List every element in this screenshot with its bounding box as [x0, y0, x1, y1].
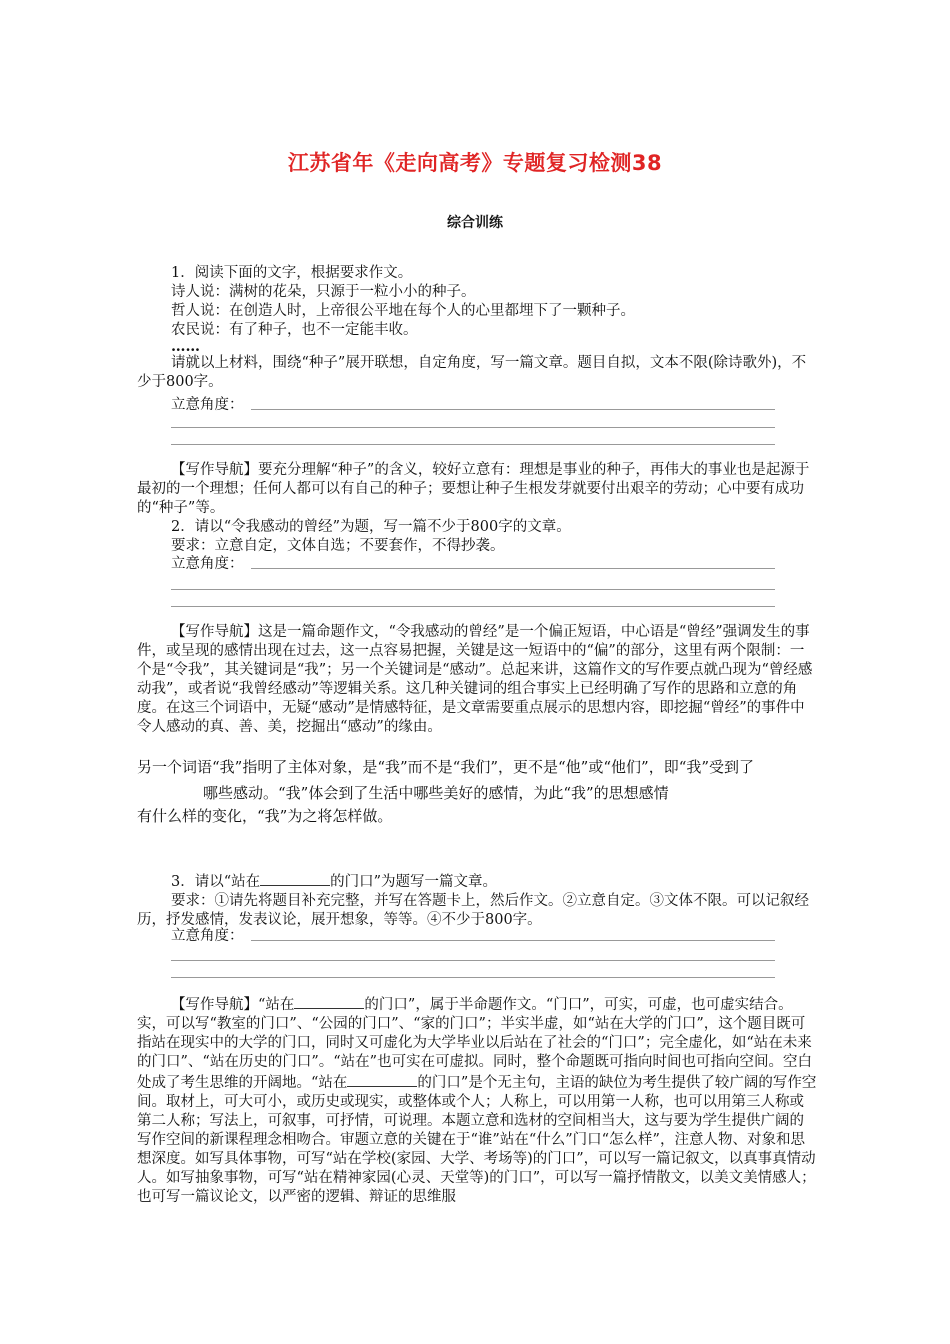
q1-guide: 【写作导航】要充分理解“种子”的含义，较好立意有：理想是事业的种子，再伟大的事业也是起源于最初的一个理想；任何人都可以有自己的种子；要想让种子生根发芽就要付出艰辛的劳动；心中要有成功的“种子”等。 [137, 462, 810, 516]
q2-extra-3: 有什么样的变化，“我”为之将怎样做。 [137, 807, 393, 825]
answer-line [251, 568, 775, 569]
q2-angle-label: 立意角度： [171, 556, 244, 572]
page-title: 江苏省年《走向高考》专题复习检测38 [287, 151, 663, 175]
q2-requirement: 要求：立意自定，文体自选；不要套作，不得抄袭。 [171, 538, 505, 554]
answer-line [171, 606, 775, 607]
q1-line-4: …… [171, 338, 200, 355]
q3-angle-row [171, 928, 775, 944]
answer-line [251, 940, 775, 941]
q3-stem-a: 3．请以“站在 [171, 874, 261, 890]
q2-angle-row [171, 556, 775, 572]
question-3 [137, 871, 817, 930]
q3-stem-b: 的门口”为题写一篇文章。 [330, 874, 498, 890]
q1-stem: 1．阅读下面的文字，根据要求作文。 [171, 265, 413, 281]
q1-requirement: 请就以上材料，围绕“种子”展开联想，自定角度，写一篇文章。题目自拟，文本不限(除诗歌外)，不少于800字。 [137, 355, 807, 390]
q2-extra-1: 另一个词语“我”指明了主体对象，是“我”而不是“我们”，更不是“他”或“他们”，即“我”受到了 [137, 758, 755, 776]
title-blank [294, 994, 364, 1009]
answer-line [171, 444, 775, 445]
question-2 [137, 518, 817, 556]
q1-angle-row [171, 397, 775, 413]
answer-line [171, 960, 775, 961]
q2-extra-2: 哪些感动。“我”体会到了生活中哪些美好的感情，为此“我”的思想感情 [203, 784, 669, 802]
q3-guide-block [137, 994, 817, 1207]
question-1 [137, 264, 817, 392]
q3-requirement: 要求：①请先将题目补充完整，并写在答题卡上，然后作文。②立意自定。③文体不限。可以记叙经历，抒发感情，发表议论，展开想象，等等。④不少于800字。 [137, 893, 809, 928]
q3-stem [137, 871, 817, 892]
q3-guide-a: 【写作导航】“站在 [171, 997, 295, 1013]
q1-angle-label: 立意角度： [171, 397, 244, 413]
q3-guide [137, 994, 817, 1207]
answer-line [251, 409, 775, 410]
q2-guide-block [137, 623, 817, 737]
answer-line [171, 427, 775, 428]
answer-line [171, 589, 775, 590]
q3-guide-c: 的门口”是个无主句，主语的缺位为考生提供了较广阔的写作空间。取材上，可大可小，或历史或现实，或整体或个人；人称上，可以用第一人称，也可以用第三人称或第二人称；写法上，可叙事，可抒情，可说理。本题立意和选材的空间相当大，这与要为学生提供广阔的写作空间的新课程理念相吻合。审题立意的关键在于“谁”站在“什么”门口“怎么样”，注意人物、对象和思想深度。如写具体事物，可写“站在学校(家园、大学、考场等)的门口”，可以写一篇记叙文，以真事真情动人。如写抽象事物，可写“站在精神家园(心灵、天堂等)的门口”，可以写一篇抒情散文，以美文美情感人；也可写一篇议论文，以严密的逻辑、辩证的思维服 [137, 1075, 817, 1205]
q1-line-3: 农民说：有了种子，也不一定能丰收。 [171, 322, 418, 338]
title-blank [260, 871, 330, 886]
q1-line-2: 哲人说：在创造人时，上帝很公平地在每个人的心里都埋下了一颗种子。 [171, 303, 635, 319]
q1-line-1: 诗人说：满树的花朵，只源于一粒小小的种子。 [171, 284, 476, 300]
q2-stem: 2．请以“令我感动的曾经”为题，写一篇不少于800字的文章。 [171, 519, 571, 535]
page-subtitle: 综合训练 [447, 215, 503, 231]
title-blank [347, 1072, 417, 1087]
answer-line [171, 977, 775, 978]
q3-guide-b: 的门口”，属于半命题作文。“门口”，可实，可虚，也可虚实结合。实，可以写“教室的门口”、“公园的门口”、“家的门口”；半实半虚，如“站在大学的门口”，这个题目既可指站在现实中的大学的门口，同时又可虚化为大学毕业以后站在了社会的“门口”；完全虚化，如“站在未来的门口”、“站在历史的门口”。“站在”也可实在可虚拟。同时，整个命题既可指向时间也可指向空间。空白处成了考生思维的开阔地。“站在 [137, 997, 813, 1091]
q2-guide: 【写作导航】这是一篇命题作文，“令我感动的曾经”是一个偏正短语，中心语是“曾经”强调发生的事件，或呈现的感情出现在过去，这一点容易把握，关键是这一短语中的“偏”的部分，这里有两个限制：一个是“令我”，其关键词是“我”；另一个关键词是“感动”。总起来讲，这篇作文的写作要点就凸现为“曾经感动我”，或者说“我曾经感动”等逻辑关系。这几种关键词的组合事实上已经明确了写作的思路和立意的角度。在这三个词语中，无疑“感动”是情感特征，是文章需要重点展示的思想内容，即挖掘“曾经”的事件中令人感动的真、善、美，挖掘出“感动”的缘由。 [137, 624, 813, 735]
q1-guide-block [137, 461, 817, 518]
q3-angle-label: 立意角度： [171, 928, 244, 944]
